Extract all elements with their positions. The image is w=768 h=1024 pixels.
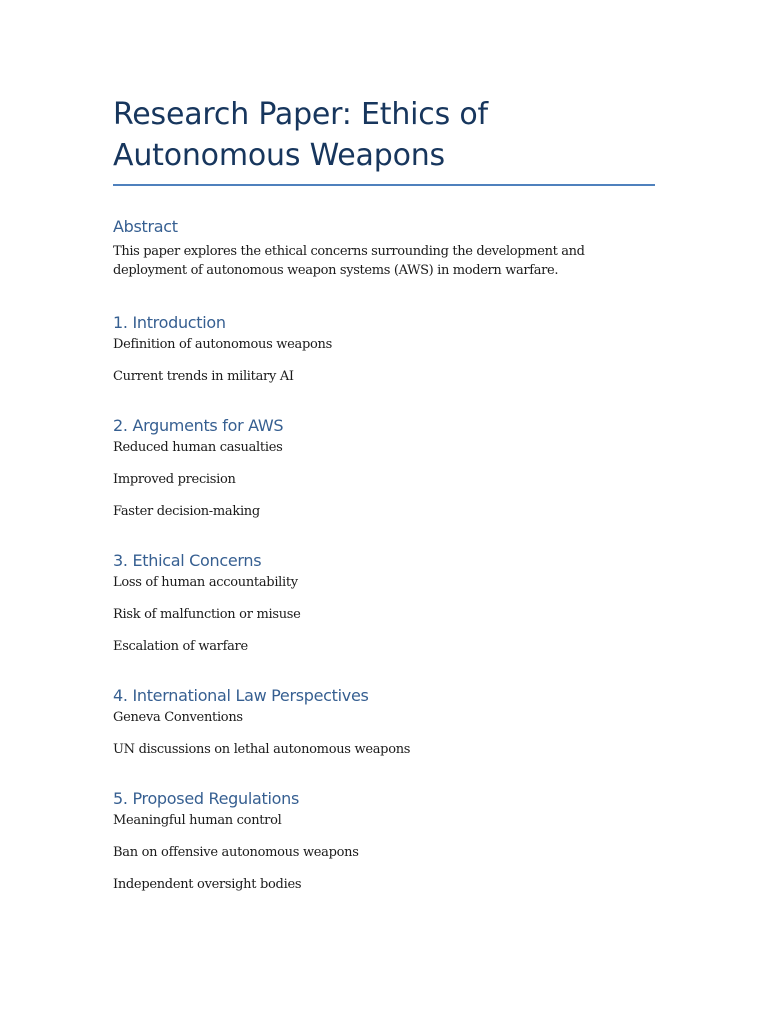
list-item: Independent oversight bodies <box>113 877 302 892</box>
section-ethical-concerns <box>113 551 655 655</box>
list-item: Current trends in military AI <box>113 369 294 384</box>
section-heading: 1. Introduction <box>113 313 226 332</box>
list-item: Risk of malfunction or misuse <box>113 607 301 622</box>
section-heading: 5. Proposed Regulations <box>113 789 299 808</box>
section-item-list <box>113 337 655 385</box>
list-item: Improved precision <box>113 472 236 487</box>
list-item: UN discussions on lethal autonomous weapons <box>113 742 411 757</box>
section-heading: 4. International Law Perspectives <box>113 686 369 705</box>
document-title: Research Paper: Ethics of Autonomous Weapons <box>113 97 488 173</box>
list-item: Faster decision-making <box>113 504 260 519</box>
list-item: Meaningful human control <box>113 813 282 828</box>
sections-container <box>113 313 655 893</box>
list-item: Escalation of warfare <box>113 639 248 654</box>
section-arguments-for-aws <box>113 416 655 520</box>
list-item: Definition of autonomous weapons <box>113 337 332 352</box>
section-heading: 3. Ethical Concerns <box>113 551 262 570</box>
document-content <box>113 94 655 893</box>
list-item: Geneva Conventions <box>113 710 243 725</box>
abstract-text: This paper explores the ethical concerns surrounding the development and deployment of autonomous weapon systems (AWS) in modern warfare. <box>113 244 585 278</box>
section-item-list <box>113 813 655 893</box>
section-international-law <box>113 686 655 758</box>
section-item-list <box>113 440 655 520</box>
section-heading: 2. Arguments for AWS <box>113 416 284 435</box>
list-item: Ban on offensive autonomous weapons <box>113 845 359 860</box>
list-item: Loss of human accountability <box>113 575 298 590</box>
list-item: Reduced human casualties <box>113 440 283 455</box>
abstract-heading: Abstract <box>113 217 178 236</box>
section-item-list <box>113 710 655 758</box>
section-introduction <box>113 313 655 385</box>
section-item-list <box>113 575 655 655</box>
section-proposed-regulations <box>113 789 655 893</box>
title-divider <box>113 184 655 186</box>
